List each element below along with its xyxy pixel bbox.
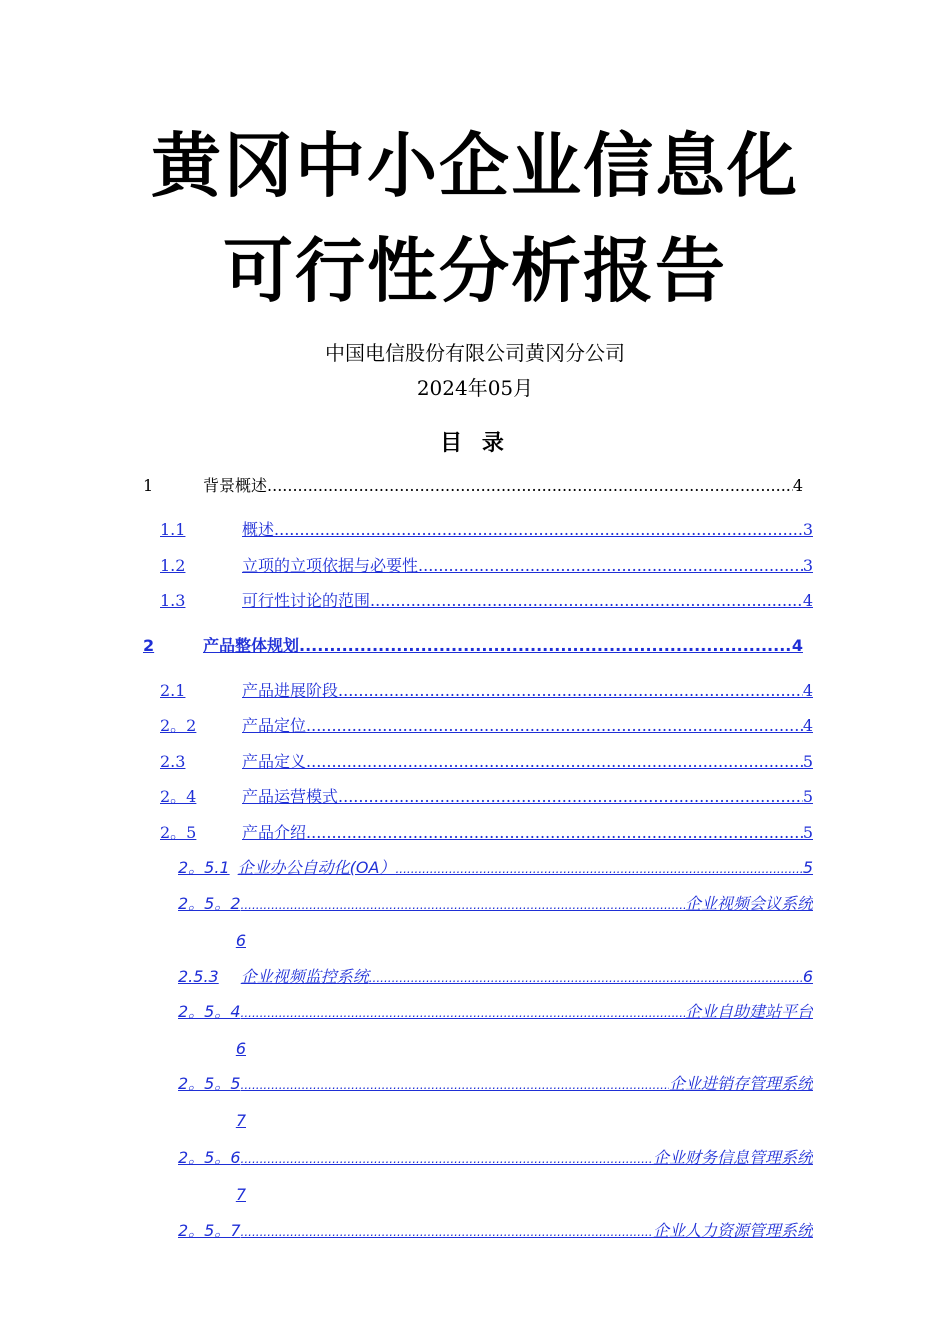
toc-link-2[interactable] [143, 636, 803, 658]
toc-leader [267, 476, 793, 496]
toc-entry-label: 企业视频监控系统 [240, 967, 369, 986]
toc-entry-label: 产品定位 [242, 716, 307, 735]
toc-link-2-5-2[interactable] [178, 894, 813, 916]
toc-link-2-5[interactable] [160, 823, 813, 845]
toc-entry-number: 2。5.1 [178, 858, 230, 877]
toc-entry-number: 1.3 [160, 591, 186, 610]
report-date: 2024年05月 [416, 376, 534, 400]
toc-leader [299, 636, 792, 656]
organization-name: 中国电信股份有限公司黄冈分公司 [325, 341, 625, 365]
toc-link-1-1[interactable] [160, 520, 813, 542]
toc-leader [241, 1074, 669, 1095]
toc-link-2-1[interactable] [160, 681, 813, 703]
toc-entry-page: 4 [802, 716, 813, 735]
toc-entry-label: 企业视频会议系统 [684, 894, 813, 913]
toc-entry-page: 5 [802, 787, 813, 806]
toc-leader [370, 591, 803, 611]
toc-link-2-4[interactable] [160, 787, 813, 809]
toc-link-2-5-5[interactable] [178, 1074, 813, 1096]
toc-heading: 目 录 [440, 431, 510, 456]
toc-leader [241, 1221, 653, 1242]
toc-entry-page: 5 [802, 823, 813, 842]
toc-entry-label: 立项的立项依据与必要性 [242, 556, 419, 575]
toc-entry-number: 1.2 [160, 556, 186, 575]
toc-entry-number: 2。4 [160, 787, 197, 806]
toc-entry-page: 4 [791, 636, 803, 655]
toc-entry-number: 2。5。2 [178, 894, 241, 913]
toc-entry-number: 2。5。7 [178, 1221, 241, 1240]
toc-entry-page: 5 [802, 752, 813, 771]
toc-link-2-5-1[interactable] [178, 858, 813, 880]
toc-leader [338, 787, 803, 807]
toc-entry-number: 2。5。6 [178, 1148, 241, 1167]
toc-entry-label: 企业财务信息管理系统 [652, 1148, 813, 1167]
toc-link-2-5-3[interactable] [178, 967, 813, 989]
toc-link-1-3[interactable] [160, 591, 813, 613]
toc-entry-page: 3 [802, 556, 813, 575]
toc-link-2-3[interactable] [160, 752, 813, 774]
toc-link-2-2[interactable] [160, 716, 813, 738]
toc-entry-label: 可行性讨论的范围 [242, 591, 371, 610]
toc-leader [306, 823, 803, 843]
toc-entry-number: 2 [143, 636, 155, 655]
toc-entry-page[interactable]: 7 [235, 1185, 246, 1204]
toc-leader [274, 520, 803, 540]
toc-leader [306, 716, 803, 736]
toc-entry-page: 3 [802, 520, 813, 539]
toc-leader [241, 1148, 653, 1169]
toc-entry-label: 产品介绍 [242, 823, 307, 842]
toc-entry-label: 企业人力资源管理系统 [652, 1221, 813, 1240]
toc-entry-label: 概述 [242, 520, 275, 539]
toc-entry-1 [143, 476, 803, 498]
toc-entry-page: 4 [802, 681, 813, 700]
toc-entry-number: 2。5。5 [178, 1074, 241, 1093]
toc-link-1-2[interactable] [160, 556, 813, 578]
toc-leader [395, 858, 802, 879]
toc-entry-number: 2.5.3 [178, 967, 219, 986]
toc-entry-label: 企业自助建站平台 [684, 1002, 813, 1021]
toc-entry-page: 4 [792, 476, 803, 495]
toc-entry-number: 2.1 [160, 681, 186, 700]
document-title-line1: 黄冈中小企业信息化 [151, 125, 799, 207]
toc-leader [241, 1002, 685, 1023]
toc-entry-page[interactable]: 7 [235, 1111, 246, 1130]
toc-entry-label: 企业进销存管理系统 [668, 1074, 813, 1093]
toc-entry-label: 产品运营模式 [242, 787, 339, 806]
toc-entry-page: 6 [802, 967, 813, 986]
toc-link-2-5-4[interactable] [178, 1002, 813, 1024]
toc-entry-number: 2。2 [160, 716, 197, 735]
toc-entry-page[interactable]: 6 [235, 1039, 246, 1058]
toc-entry-label: 背景概述 [203, 476, 268, 495]
toc-entry-number: 1.1 [160, 520, 186, 539]
toc-leader [306, 752, 803, 772]
toc-entry-number: 2。5 [160, 823, 197, 842]
toc-entry-label: 产品定义 [242, 752, 307, 771]
toc-entry-page[interactable]: 6 [235, 931, 246, 950]
toc-entry-page: 5 [802, 858, 813, 877]
toc-link-2-5-6[interactable] [178, 1148, 813, 1170]
toc-leader [369, 967, 803, 988]
toc-entry-number: 1 [143, 476, 154, 495]
toc-entry-number: 2.3 [160, 752, 186, 771]
toc-entry-number: 2。5。4 [178, 1002, 241, 1021]
toc-leader [338, 681, 803, 701]
toc-entry-label: 企业办公自动化(OA） [237, 858, 396, 877]
toc-entry-page: 4 [802, 591, 813, 610]
toc-entry-label: 产品进展阶段 [242, 681, 339, 700]
toc-entry-label: 产品整体规划 [203, 636, 300, 655]
toc-leader [418, 556, 803, 576]
document-title-line2: 可行性分析报告 [223, 230, 727, 312]
toc-leader [241, 894, 685, 915]
toc-link-2-5-7[interactable] [178, 1221, 813, 1243]
